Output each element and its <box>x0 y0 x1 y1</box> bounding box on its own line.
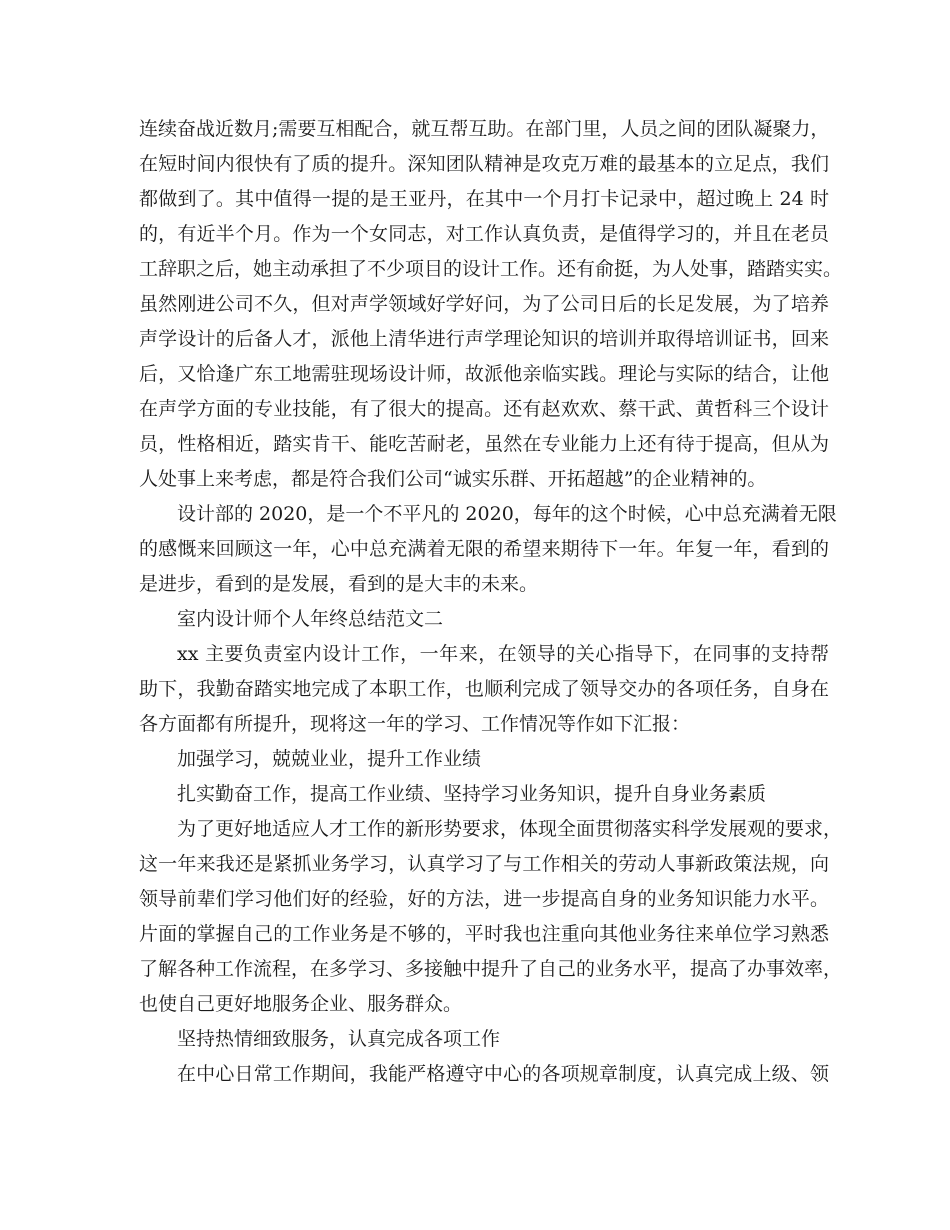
text-line: 是进步，看到的是发展，看到的是大丰的未来。 <box>139 573 539 595</box>
text-line: 了解各种工作流程，在多学习、多接触中提升了自己的业务水平，提高了办事效率， <box>139 958 843 980</box>
text-line: 片面的掌握自己的工作业务是不够的，平时我也注重向其他业务往来单位学习熟悉 <box>139 923 829 945</box>
text-line: 在短时间内很快有了质的提升。深知团队精神是攻克万难的最基本的立足点，我们 <box>139 153 829 175</box>
text-line: 设计部的 2020，是一个不平凡的 2020，每年的这个时候，心中总充满着无限 <box>177 503 837 525</box>
text-line: 工辞职之后，她主动承担了不少项目的设计工作。还有俞挺，为人处事，踏踏实实。 <box>139 258 843 280</box>
text-line: 后，又恰逢广东工地需驻现场设计师，故派他亲临实践。理论与实际的结合，让他 <box>139 363 829 385</box>
text-line: 扎实勤奋工作，提高工作业绩、坚持学习业务知识，提升自身业务素质 <box>177 783 767 805</box>
text-line: 室内设计师个人年终总结范文二 <box>177 608 444 630</box>
text-line: 的，有近半个月。作为一个女同志，对工作认真负责，是值得学习的，并且在老员 <box>139 223 829 245</box>
text-line: 在中心日常工作期间，我能严格遵守中心的各项规章制度，认真完成上级、领 <box>177 1063 829 1085</box>
text-line: 人处事上来考虑，都是符合我们公司“诚实乐群、开拓超越”的企业精神的。 <box>139 468 767 490</box>
text-line: 都做到了。其中值得一提的是王亚丹，在其中一个月打卡记录中，超过晚上 24 时 <box>139 188 829 210</box>
text-line: 虽然刚进公司不久，但对声学领域好学好问，为了公司日后的长足发展，为了培养 <box>139 293 829 315</box>
text-line: 各方面都有所提升，现将这一年的学习、工作情况等作如下汇报： <box>139 713 691 735</box>
text-line: 的感慨来回顾这一年，心中总充满着无限的希望来期待下一年。年复一年，看到的 <box>139 538 829 560</box>
text-line: 坚持热情细致服务，认真完成各项工作 <box>177 1028 501 1050</box>
text-line: 加强学习，兢兢业业，提升工作业绩 <box>177 748 482 770</box>
text-line: 声学设计的后备人才，派他上清华进行声学理论知识的培训并取得培训证书，回来 <box>139 328 829 350</box>
text-line: 领导前辈们学习他们好的经验，好的方法，进一步提高自身的业务知识能力水平。 <box>139 888 829 910</box>
text-line: 也使自己更好地服务企业、服务群众。 <box>139 993 463 1015</box>
text-line: xx 主要负责室内设计工作，一年来，在领导的关心指导下，在同事的支持帮 <box>177 643 829 665</box>
document-body <box>139 112 843 1092</box>
text-line: 为了更好地适应人才工作的新形势要求，体现全面贯彻落实科学发展观的要求， <box>177 818 843 840</box>
text-line: 员，性格相近，踏实肯干、能吃苦耐老，虽然在专业能力上还有待于提高，但从为 <box>139 433 829 455</box>
text-line: 在声学方面的专业技能，有了很大的提高。还有赵欢欢、蔡干武、黄哲科三个设计 <box>139 398 829 420</box>
text-line: 连续奋战近数月;需要互相配合，就互帮互助。在部门里，人员之间的团队凝聚力， <box>139 118 830 140</box>
text-line: 这一年来我还是紧抓业务学习，认真学习了与工作相关的劳动人事新政策法规，向 <box>139 853 829 875</box>
text-line: 助下，我勤奋踏实地完成了本职工作，也顺利完成了领导交办的各项任务，自身在 <box>139 678 829 700</box>
